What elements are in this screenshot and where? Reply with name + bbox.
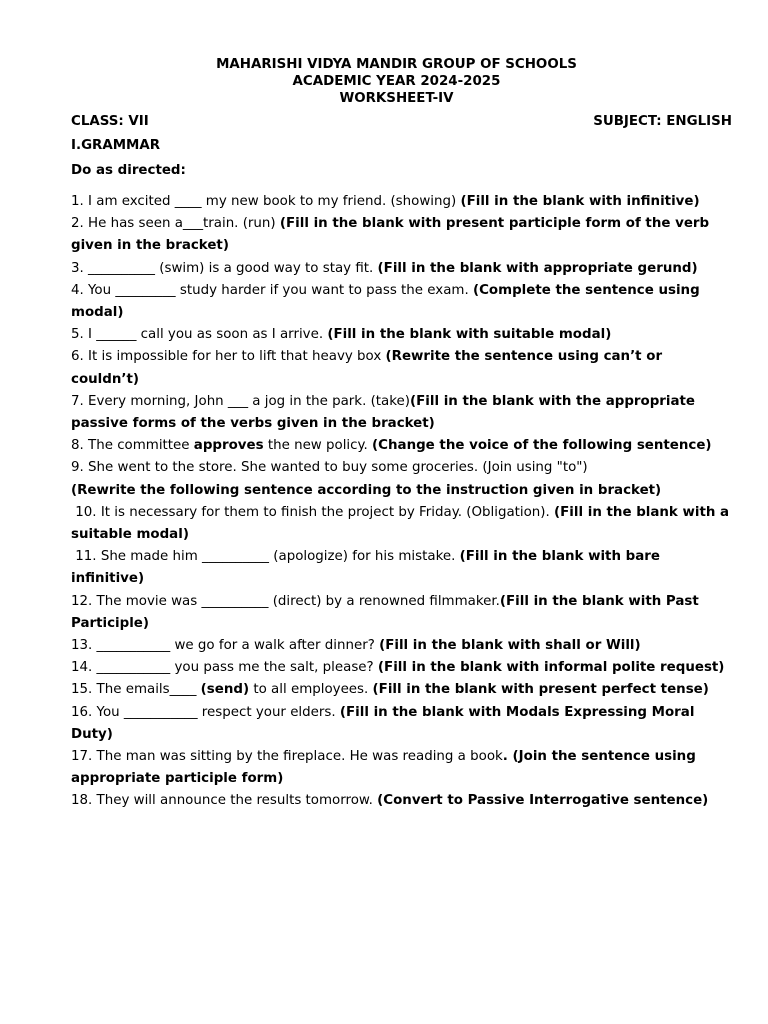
- academic-year: ACADEMIC YEAR 2024-2025: [292, 74, 501, 89]
- question-text: 14. ___________ you pass me the salt, please?: [71, 660, 378, 676]
- question-instruction: (Fill in the blank with a suitable modal): [71, 504, 730, 543]
- question-text: 15. The emails____: [71, 682, 201, 698]
- question-10: [71, 502, 732, 546]
- question-instruction: (Fill in the blank with present participle form of the verb given in the bracket): [71, 216, 710, 254]
- question-text-cont: the new policy.: [263, 438, 373, 454]
- question-text: 1. I am excited ____ my new book to my friend. (showing): [71, 194, 461, 209]
- question-instruction: (Rewrite the sentence using can’t or couldn’t): [71, 349, 663, 387]
- question-15: [71, 679, 732, 701]
- subject-label: SUBJECT: ENGLISH: [593, 114, 732, 129]
- question-instruction: (Fill in the blank with Modals Expressing Moral Duty): [71, 704, 695, 742]
- directions: Do as directed:: [71, 163, 186, 178]
- question-instruction: . (Join the sentence using appropriate participle form): [71, 749, 696, 787]
- question-text: 6. It is impossible for her to lift that heavy box: [71, 349, 386, 365]
- question-12: [71, 591, 732, 635]
- question-18: [71, 790, 732, 812]
- question-9: [71, 457, 732, 501]
- question-instruction: (Fill in the blank with bare infinitive): [71, 549, 660, 587]
- question-7: [71, 391, 732, 435]
- question-text: 2. He has seen a___train. (run): [71, 216, 280, 232]
- question-11: [71, 546, 732, 590]
- question-instruction: (Fill in the blank with appropriate gerund): [377, 260, 698, 276]
- school-name: MAHARISHI VIDYA MANDIR GROUP OF SCHOOLS: [216, 57, 577, 72]
- question-6: [71, 346, 732, 390]
- worksheet-header: [61, 56, 732, 107]
- question-16: [71, 702, 732, 746]
- question-instruction: (Fill in the blank with informal polite request): [377, 660, 725, 676]
- question-text: 8. The committee: [71, 438, 194, 454]
- question-instruction: (Complete the sentence using modal): [71, 282, 700, 321]
- class-label: CLASS: VII: [71, 114, 149, 129]
- question-instruction: (Fill in the blank with Past Participle): [71, 593, 699, 631]
- question-instruction: (Convert to Passive Interrogative sentence): [377, 793, 709, 809]
- question-text: 18. They will announce the results tomorrow.: [71, 793, 378, 809]
- question-8: [71, 435, 732, 457]
- question-instruction: (Fill in the blank with the appropriate passive forms of the verbs given in the bracket): [71, 393, 696, 432]
- question-keyword: (send): [200, 682, 250, 698]
- question-keyword: approves: [193, 438, 264, 454]
- question-text: 3. __________ (swim) is a good way to stay fit.: [71, 260, 378, 276]
- question-text: 4. You _________ study harder if you want to pass the exam.: [71, 282, 473, 298]
- question-instruction: (Fill in the blank with suitable modal): [327, 327, 612, 343]
- question-1: [71, 191, 732, 213]
- question-text: 12. The movie was __________ (direct) by a renowned filmmaker.: [71, 593, 500, 609]
- question-2: [71, 213, 732, 257]
- question-text: 16. You ___________ respect your elders.: [71, 704, 340, 720]
- question-instruction: (Fill in the blank with infinitive): [460, 194, 700, 209]
- question-3: [71, 258, 732, 280]
- question-5: [71, 324, 732, 346]
- question-4: [71, 280, 732, 324]
- question-text: 7. Every morning, John ___ a jog in the park. (take): [71, 393, 410, 409]
- question-text: 5. I ______ call you as soon as I arrive.: [71, 327, 328, 343]
- question-instruction: (Change the voice of the following sentence): [372, 438, 712, 454]
- question-text: 11. She made him __________ (apologize) for his mistake.: [71, 549, 460, 565]
- question-instruction: (Rewrite the following sentence according to the instruction given in bracket): [71, 482, 662, 498]
- question-17: [71, 746, 732, 790]
- question-14: [71, 657, 732, 679]
- question-text: 10. It is necessary for them to finish the project by Friday. (Obligation).: [71, 504, 555, 520]
- question-instruction: (Fill in the blank with shall or Will): [379, 638, 641, 654]
- question-13: [71, 635, 732, 657]
- question-list: [71, 191, 732, 813]
- section-title: I.GRAMMAR: [71, 138, 161, 153]
- worksheet-title: WORKSHEET-IV: [339, 91, 454, 106]
- question-instruction: (Fill in the blank with present perfect tense): [372, 682, 709, 698]
- question-text: 13. ___________ we go for a walk after dinner?: [71, 638, 380, 654]
- question-text: 17. The man was sitting by the fireplace. He was reading a book: [71, 749, 503, 765]
- question-text-cont: to all employees.: [249, 682, 373, 698]
- class-subject-row: [71, 114, 732, 129]
- question-text: 9. She went to the store. She wanted to buy some groceries. (Join using "to"): [71, 460, 588, 476]
